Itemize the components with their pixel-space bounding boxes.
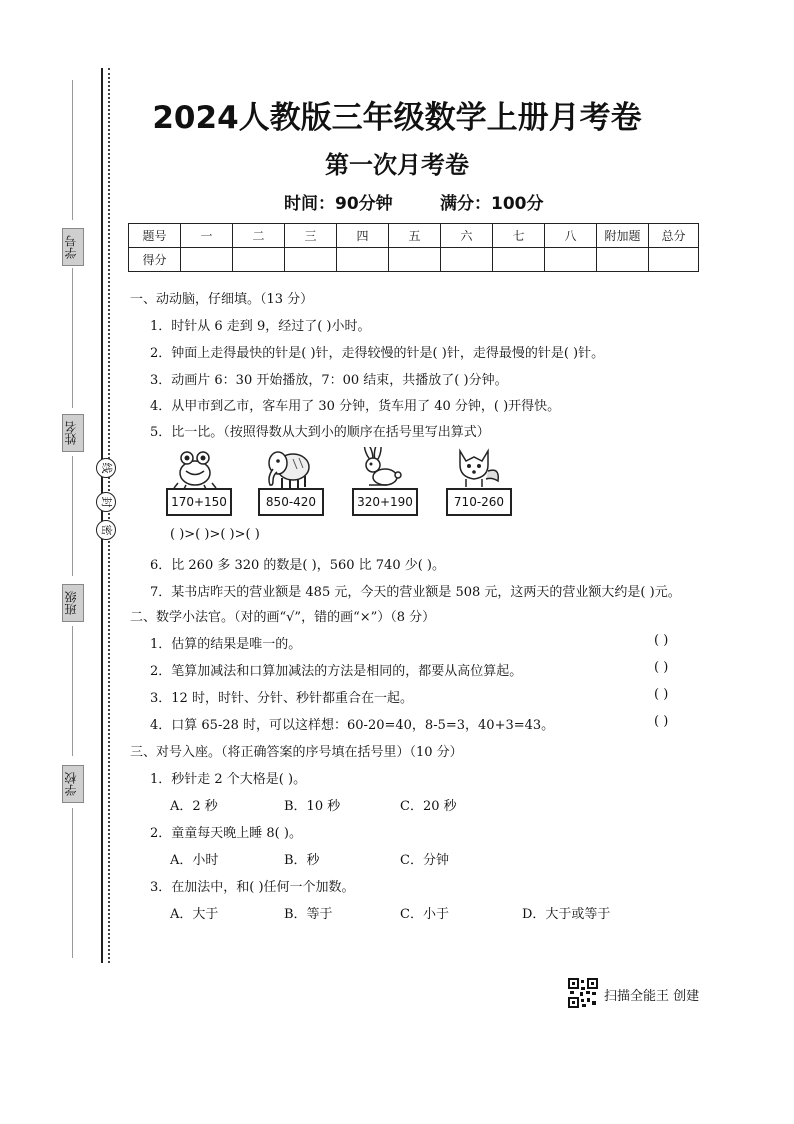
table-header-cell: 四 — [337, 224, 389, 248]
score-table-score-row — [129, 248, 699, 272]
section1-question-1: 1．时针从 6 走到 9，经过了( )小时。 — [150, 319, 371, 334]
exam-time: 时间：90分钟 — [284, 194, 393, 214]
judge-answer-paren[interactable]: ( ) — [654, 687, 669, 702]
section1-question-6: 6．比 260 多 320 的数是( )，560 比 740 少( )。 — [150, 558, 446, 573]
field-line-class — [72, 456, 73, 576]
expression-box: 320+190 — [352, 488, 418, 516]
section2-item-4: 4．口算 65-28 时，可以这样想：60-20=40，8-5=3，40+3=43。 — [150, 718, 555, 733]
table-header-cell: 二 — [233, 224, 285, 248]
binding-dotted-line — [108, 68, 110, 963]
score-cell[interactable] — [285, 248, 337, 272]
seal-char-feng: 封 — [96, 492, 116, 512]
label-student-id: 学号 — [62, 228, 84, 266]
section1-question-5: 5．比一比。（按照得数从大到小的顺序在括号里写出算式） — [150, 425, 490, 440]
score-cell[interactable] — [493, 248, 545, 272]
score-cell[interactable] — [649, 248, 699, 272]
section2-item-1: 1．估算的结果是唯一的。 — [150, 637, 302, 652]
option-a[interactable]: A．大于 — [170, 907, 219, 922]
field-line-school — [72, 626, 73, 756]
option-a[interactable]: A．小时 — [170, 853, 219, 868]
table-header-cell: 六 — [441, 224, 493, 248]
option-b[interactable]: B．10 秒 — [284, 799, 341, 814]
score-cell[interactable] — [181, 248, 233, 272]
score-cell[interactable] — [545, 248, 597, 272]
option-c[interactable]: C．20 秒 — [400, 799, 457, 814]
label-name: 姓名 — [62, 414, 84, 452]
option-b[interactable]: B．等于 — [284, 907, 333, 922]
option-c[interactable]: C．分钟 — [400, 853, 449, 868]
section1-heading: 一、动动脑，仔细填。（13 分） — [130, 292, 314, 307]
score-cell[interactable] — [337, 248, 389, 272]
section2-item-2: 2．笔算加减法和口算加减法的方法是相同的，都要从高位算起。 — [150, 664, 523, 679]
label-class: 班级 — [62, 584, 84, 622]
page-subtitle: 第一次月考卷 — [325, 151, 469, 179]
section1-question-2: 2．钟面上走得最快的针是( )针，走得较慢的针是( )针，走得最慢的针是( )针。 — [150, 346, 605, 361]
section2-item-3: 3．12 时，时针、分针、秒针都重合在一起。 — [150, 691, 413, 706]
score-table-header-row — [129, 224, 699, 248]
table-header-cell: 七 — [493, 224, 545, 248]
section2-heading: 二、数学小法官。（对的画“√”，错的画“×”）（8 分） — [130, 610, 436, 625]
table-header-cell: 附加题 — [597, 224, 649, 248]
seal-char-xian: 线 — [96, 458, 116, 478]
label-school: 学校 — [62, 765, 84, 803]
table-row-label: 得分 — [129, 248, 181, 272]
table-header-cell: 题号 — [129, 224, 181, 248]
expression-box: 850-420 — [258, 488, 324, 516]
section3-heading: 三、对号入座。（将正确答案的序号填在括号里）（10 分） — [130, 745, 463, 760]
field-line-bottom — [72, 808, 73, 958]
score-cell[interactable] — [389, 248, 441, 272]
option-c[interactable]: C．小于 — [400, 907, 449, 922]
section3-question-2: 2．童童每天晚上睡 8( )。 — [150, 826, 302, 841]
expression-box: 710-260 — [446, 488, 512, 516]
option-a[interactable]: A．2 秒 — [170, 799, 218, 814]
score-cell[interactable] — [441, 248, 493, 272]
option-b[interactable]: B．秒 — [284, 853, 320, 868]
table-header-cell: 总分 — [649, 224, 699, 248]
judge-answer-paren[interactable]: ( ) — [654, 660, 669, 675]
section1-question-7: 7．某书店昨天的营业额是 485 元，今天的营业额是 508 元，这两天的营业额大约是( )元。 — [150, 585, 681, 600]
expression-box: 170+150 — [166, 488, 232, 516]
table-header-cell: 一 — [181, 224, 233, 248]
table-header-cell: 五 — [389, 224, 441, 248]
table-header-cell: 三 — [285, 224, 337, 248]
option-d[interactable]: D．大于或等于 — [522, 907, 611, 922]
elephant-icon — [264, 447, 314, 489]
qr-code-icon — [568, 978, 598, 1008]
judge-answer-paren[interactable]: ( ) — [654, 714, 669, 729]
binding-line — [101, 68, 103, 963]
compare-answer-line[interactable]: ( )>( )>( )>( ) — [170, 527, 260, 542]
field-line-name — [72, 268, 73, 408]
section3-question-3: 3．在加法中，和( )任何一个加数。 — [150, 880, 355, 895]
seal-char-mi: 密 — [96, 520, 116, 540]
score-table — [128, 223, 699, 272]
section1-question-4: 4．从甲市到乙市，客车用了 30 分钟，货车用了 40 分钟，( )开得快。 — [150, 399, 561, 414]
judge-answer-paren[interactable]: ( ) — [654, 633, 669, 648]
page-title: 2024人教版三年级数学上册月考卷 — [152, 100, 642, 136]
section3-question-1: 1．秒针走 2 个大格是( )。 — [150, 772, 307, 787]
table-header-cell: 八 — [545, 224, 597, 248]
exam-full-score: 满分：100分 — [440, 194, 544, 214]
fox-icon — [452, 447, 502, 489]
section1-question-3: 3．动画片 6：30 开始播放，7：00 结束，共播放了( )分钟。 — [150, 373, 508, 388]
score-cell[interactable] — [597, 248, 649, 272]
score-cell[interactable] — [233, 248, 285, 272]
rabbit-icon — [357, 447, 403, 489]
frog-icon — [172, 447, 218, 489]
scanner-watermark: 扫描全能王 创建 — [604, 989, 700, 1004]
